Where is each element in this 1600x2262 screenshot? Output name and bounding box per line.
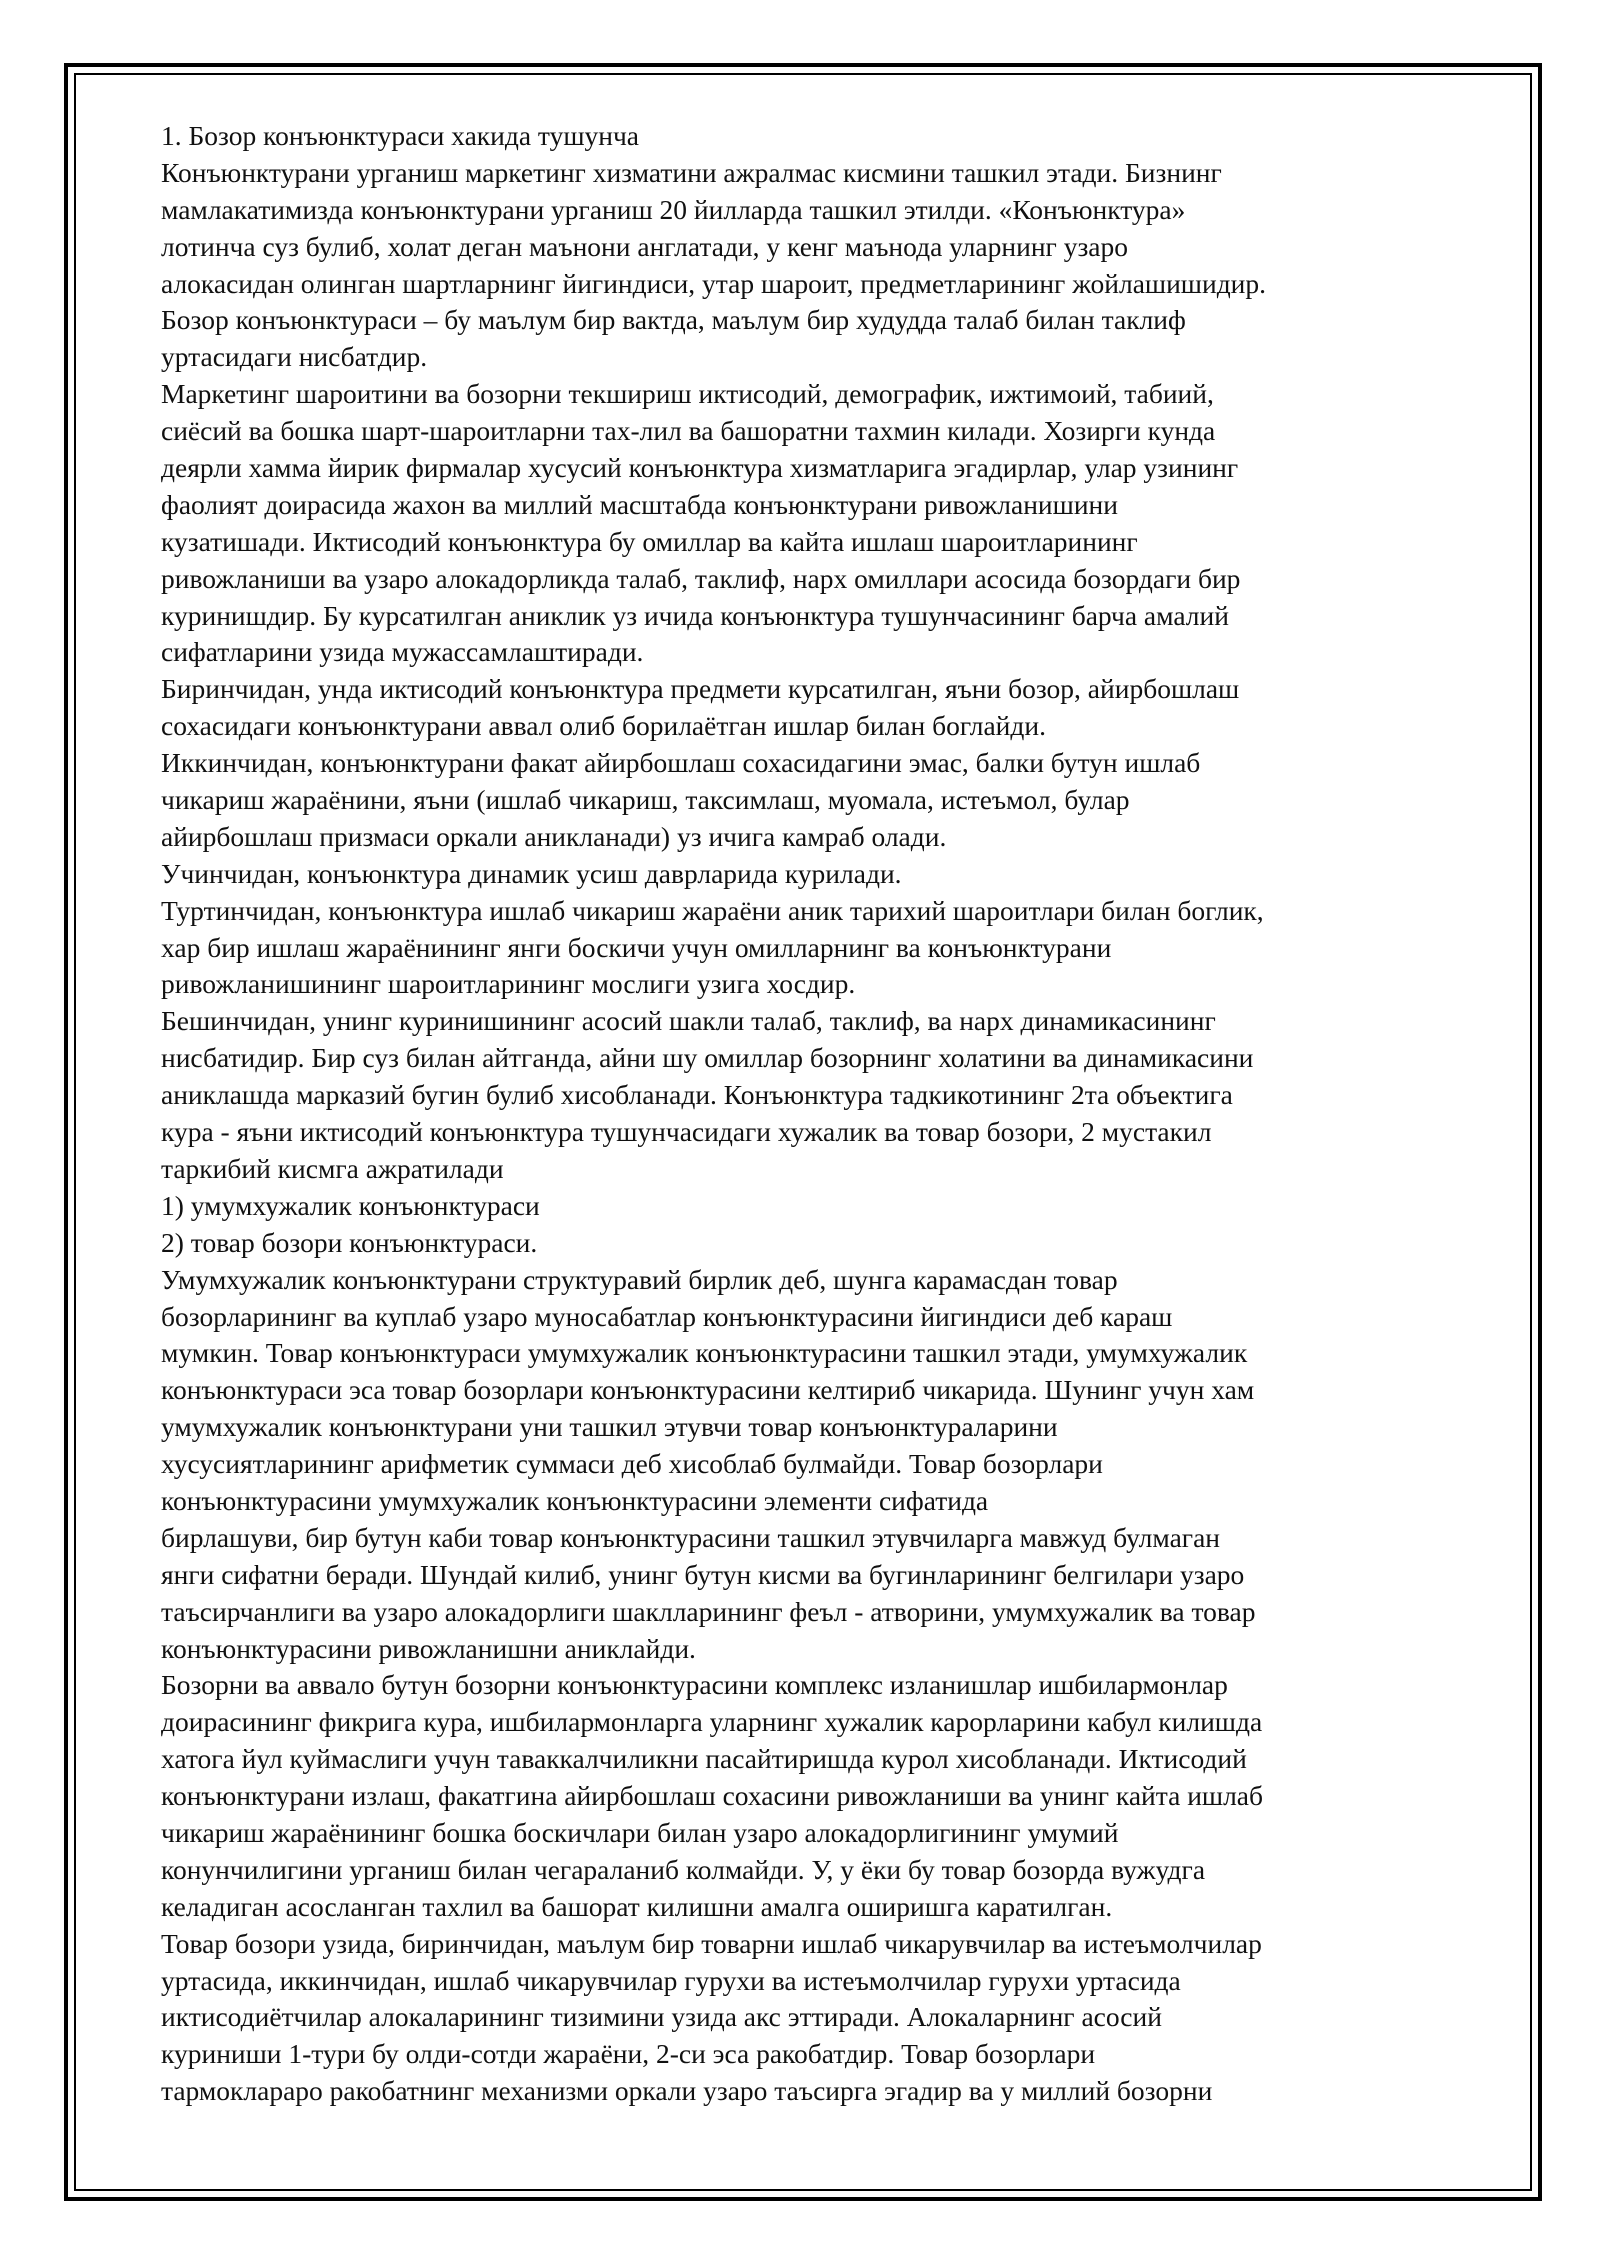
text-line: айирбошлаш призмаси оркали аникланади) уз ичига камраб олади. [161, 820, 947, 852]
text-line: кузатишади. Иктисодий конъюнктура бу омиллар ва кайта ишлаш шароитларининг [161, 525, 1138, 557]
text-line: ривожланишининг шароитларининг мослиги узига хосдир. [161, 968, 856, 1000]
text-line: бозорларининг ва куплаб узаро муносабатлар конъюнктурасини йигиндиси деб караш [161, 1300, 1173, 1332]
text-line: бирлашуви, бир бутун каби товар конъюнктурасини ташкил этувчиларга мавжуд булмаган [161, 1521, 1220, 1553]
text-line: алокасидан олинган шартларнинг йигиндиси, утар шароит, предметларининг жойлашишидир. [161, 267, 1267, 299]
text-line: конунчилигини урганиш билан чегараланиб колмайди. У, у ёки бу товар бозорда вужудга [161, 1853, 1206, 1885]
text-line: Туртинчидан, конъюнктура ишлаб чикариш жараёни аник тарихий шароитлари билан боглик, [161, 894, 1264, 926]
text-line: Товар бозори узида, биринчидан, маълум бир товарни ишлаб чикарувчилар ва истеъмолчилар [161, 1927, 1262, 1959]
document-heading: 1. Бозор конъюнктураси хакида тушунча [161, 120, 640, 151]
text-line: мумкин. Товар конъюнктураси умумхужалик конъюнктурасини ташкил этади, умумхужалик [161, 1337, 1248, 1369]
text-line: Маркетинг шароитини ва бозорни текшириш иктисодий, демографик, ижтимоий, табиий, [161, 378, 1214, 410]
text-line: конъюнктураси эса товар бозорлари конъюнктурасини келтириб чикарида. Шунинг учун хам [161, 1374, 1255, 1406]
text-line: таъсирчанлиги ва узаро алокадорлиги шаклларининг феъл - атворини, умумхужалик ва товар [161, 1595, 1256, 1627]
text-line: 2) товар бозори конъюнктураси. [161, 1226, 538, 1258]
document-body [161, 118, 1481, 2110]
text-line: аниклашда марказий бугин булиб хисобланади. Конъюнктура тадкикотининг 2та объектига [161, 1079, 1233, 1111]
text-line: кура - яъни иктисодий конъюнктура тушунчасидаги хужалик ва товар бозори, 2 мустакил [161, 1116, 1212, 1148]
text-line: нисбатидир. Бир суз билан айтганда, айни шу омиллар бозорнинг холатини ва динамикасини [161, 1042, 1254, 1074]
text-line: деярли хамма йирик фирмалар хусусий конъюнктура хизматларига эгадирлар, улар узининг [161, 452, 1239, 484]
text-line: янги сифатни беради. Шундай килиб, унинг бутун кисми ва бугинларининг белгилари узаро [161, 1558, 1245, 1590]
text-line: иктисодиётчилар алокаларининг тизимини узида акс эттиради. Алокаларнинг асосий [161, 2001, 1162, 2033]
text-line: конъюнктурани излаш, факатгина айирбошлаш сохасини ривожланиши ва унинг кайта ишлаб [161, 1780, 1264, 1812]
text-line: 1) умумхужалик конъюнктураси [161, 1189, 540, 1221]
text-line: уртасида, иккинчидан, ишлаб чикарувчилар гурухи ва истеъмолчилар гурухи уртасида [161, 1964, 1181, 1996]
text-line: таркибий кисмга ажратилади [161, 1152, 504, 1184]
text-line: доирасининг фикрига кура, ишбилармонларга уларнинг хужалик карорларини кабул килишда [161, 1706, 1263, 1738]
text-line: уртасидаги нисбатдир. [161, 341, 428, 373]
text-line: Учинчидан, конъюнктура динамик усиш даврларида курилади. [161, 857, 902, 889]
text-line: Бозор конъюнктураси – бу маълум бир вактда, маълум бир худудда талаб билан таклиф [161, 304, 1186, 336]
text-line: сиёсий ва бошка шарт-шароитларни тах-лил ва башоратни тахмин килади. Хозирги кунда [161, 415, 1216, 447]
text-line: куринишдир. Бу курсатилган аниклик уз ичида конъюнктура тушунчасининг барча амалий [161, 599, 1229, 631]
text-line: Биринчидан, унда иктисодий конъюнктура предмети курсатилган, яъни бозор, айирбошлаш [161, 673, 1240, 705]
text-line: тармоклараро ракобатнинг механизми оркали узаро таъсирга эгадир ва у миллий бозорни [161, 2075, 1213, 2107]
text-line: хатога йул куймаслиги учун таваккалчиликни пасайтиришда курол хисобланади. Иктисодий [161, 1743, 1247, 1775]
text-line: конъюнктурасини ривожланишни аниклайди. [161, 1632, 696, 1664]
text-line: лотинча суз булиб, холат деган маънони англатади, у кенг маънода уларнинг узаро [161, 230, 1129, 262]
text-line: Конъюнктурани урганиш маркетинг хизматини ажралмас кисмини ташкил этади. Бизнинг [161, 156, 1222, 188]
text-line: умумхужалик конъюнктурани уни ташкил этувчи товар конъюнктураларини [161, 1411, 1058, 1443]
text-line: куриниши 1-тури бу олди-сотди жараёни, 2-си эса ракобатдир. Товар бозорлари [161, 2038, 1096, 2070]
text-line: конъюнктурасини умумхужалик конъюнктурасини элементи сифатида [161, 1484, 989, 1516]
text-line: чикариш жараёнини, яъни (ишлаб чикариш, таксимлаш, муомала, истеъмол, булар [161, 784, 1130, 816]
text-line: Умумхужалик конъюнктурани структуравий бирлик деб, шунга карамасдан товар [161, 1263, 1118, 1295]
text-line: сохасидаги конъюнктурани аввал олиб борилаётган ишлар билан боглайди. [161, 710, 1046, 742]
text-line: фаолият доирасида жахон ва миллий масштабда конъюнктурани ривожланишини [161, 488, 1118, 520]
text-line: хар бир ишлаш жараёнининг янги боскичи учун омилларнинг ва конъюнктурани [161, 931, 1112, 963]
text-line: чикариш жараёнининг бошка боскичлари билан узаро алокадорлигининг умумий [161, 1816, 1119, 1848]
text-line: ривожланиши ва узаро алокадорликда талаб, таклиф, нарх омиллари асосида бозордаги бир [161, 562, 1241, 594]
text-line: Бозорни ва аввало бутун бозорни конъюнктурасини комплекс изланишлар ишбилармонлар [161, 1669, 1228, 1701]
text-line: хусусиятларининг арифметик суммаси деб хисоблаб булмайди. Товар бозорлари [161, 1448, 1103, 1480]
text-line: келадиган асосланган тахлил ва башорат килишни амалга оширишга каратилган. [161, 1890, 1113, 1922]
text-line: мамлакатимизда конъюнктурани урганиш 20 йилларда ташкил этилди. «Конъюнктура» [161, 193, 1186, 225]
text-line: Бешинчидан, унинг куринишининг асосий шакли талаб, таклиф, ва нарх динамикасининг [161, 1005, 1216, 1037]
text-line: Иккинчидан, конъюнктурани факат айирбошлаш сохасидагини эмас, балки бутун ишлаб [161, 747, 1201, 779]
text-line: сифатларини узида мужассамлаштиради. [161, 636, 644, 668]
